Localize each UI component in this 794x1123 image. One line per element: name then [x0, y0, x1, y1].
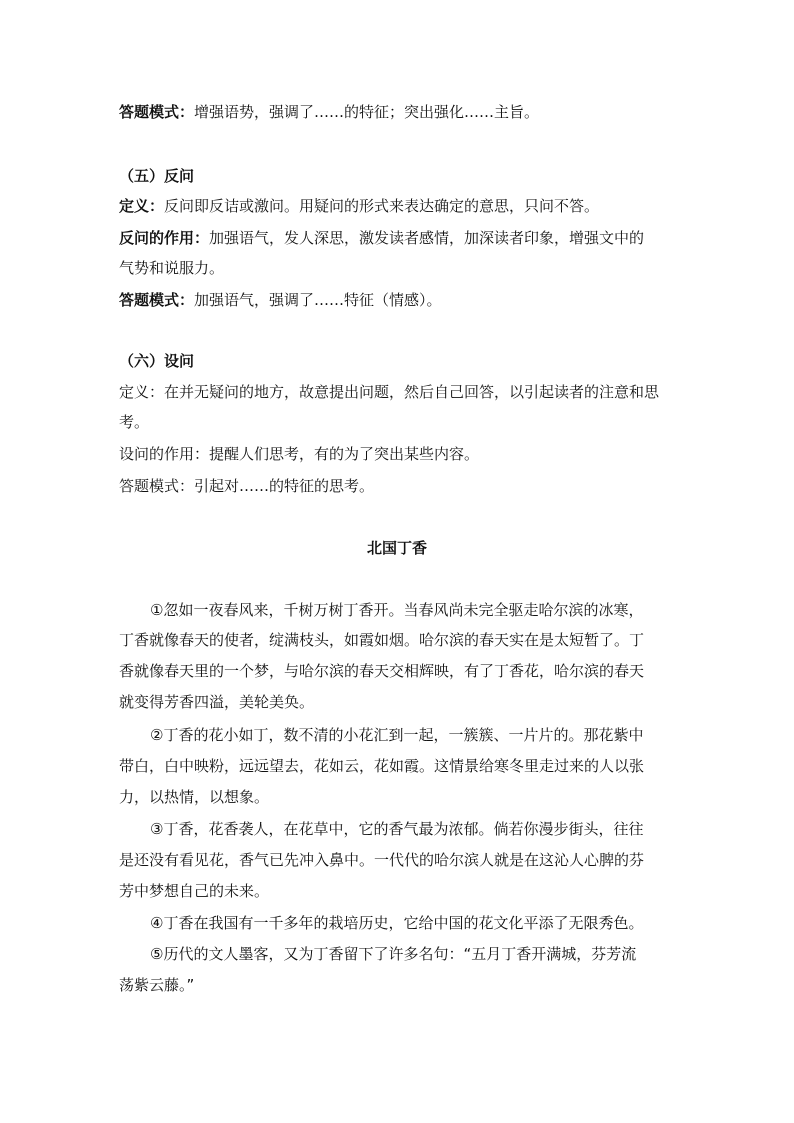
def-label: 定义：	[119, 197, 165, 215]
section5-definition	[119, 196, 599, 216]
section6-heading: （六）设问	[119, 352, 195, 370]
p5-line-1: ⑤历代的文人墨客，又为丁香留下了许多名句：“五月丁香开满城，芬芳流	[150, 945, 637, 963]
intro-mode-line	[119, 102, 539, 122]
mode-text: 加强语气，强调了……特征（情感）。	[194, 291, 442, 309]
section6-definition-line-2: 考。	[119, 413, 150, 431]
p4-line-1: ④丁香在我国有一千多年的栽培历史，它给中国的花文化平添了无限秀色。	[150, 914, 644, 932]
p3-line-2: 是还没有看见花，香气已先冲入鼻中。一代代的哈尔滨人就是在这沁人心脾的芬	[119, 851, 645, 869]
mode-label: 答题模式：	[119, 291, 195, 309]
section6-definition-line-1: 定义：在并无疑问的地方，故意提出问题，然后自己回答，以引起读者的注意和思	[119, 383, 660, 401]
section6-effect-line: 设问的作用：提醒人们思考，有的为了突出某些内容。	[119, 445, 480, 463]
section5-effect-line-1	[119, 228, 644, 248]
p1-line-1: ①忽如一夜春风来，千树万树丁香开。当春风尚未完全驱走哈尔滨的冰寒，	[150, 601, 644, 619]
p3-line-1: ③丁香，花香袭人，在花草中，它的香气最为浓郁。倘若你漫步街头，往往	[150, 820, 644, 838]
def-text: 反问即反诘或激问。用疑问的形式来表达确定的意思，只问不答。	[164, 197, 600, 215]
p2-line-3: 力，以热情，以想象。	[119, 788, 270, 806]
mode-text: 增强语势，强调了……的特征；突出强化……主旨。	[194, 103, 540, 121]
section6-mode-line: 答题模式：引起对……的特征的思考。	[119, 477, 375, 495]
section5-heading: （五）反问	[119, 167, 195, 185]
section5-mode-line	[119, 290, 442, 310]
section5-effect-line-2: 气势和说服力。	[119, 259, 225, 277]
p1-line-2: 丁香就像春天的使者，绽满枝头，如霞如烟。哈尔滨的春天实在是太短暂了。丁	[119, 631, 645, 649]
p2-line-2: 带白，白中映粉，远远望去，花如云，花如霞。这情景给寒冬里走过来的人以张	[119, 757, 645, 775]
mode-label: 答题模式：	[119, 103, 195, 121]
p5-line-2: 荡紫云藤。”	[119, 976, 195, 994]
article-title: 北国丁香	[366, 539, 427, 557]
effect-text: 加强语气，发人深思，激发读者感情，加深读者印象，增强文中的	[209, 229, 645, 247]
p1-line-4: 就变得芳香四溢，美轮美奂。	[119, 693, 315, 711]
p3-line-3: 芳中梦想自己的未来。	[119, 882, 270, 900]
effect-label: 反问的作用：	[119, 229, 210, 247]
p1-line-3: 香就像春天里的一个梦，与哈尔滨的春天交相辉映，有了丁香花，哈尔滨的春天	[119, 662, 645, 680]
p2-line-1: ②丁香的花小如丁，数不清的小花汇到一起，一簇簇、一片片的。那花紫中	[150, 726, 644, 744]
